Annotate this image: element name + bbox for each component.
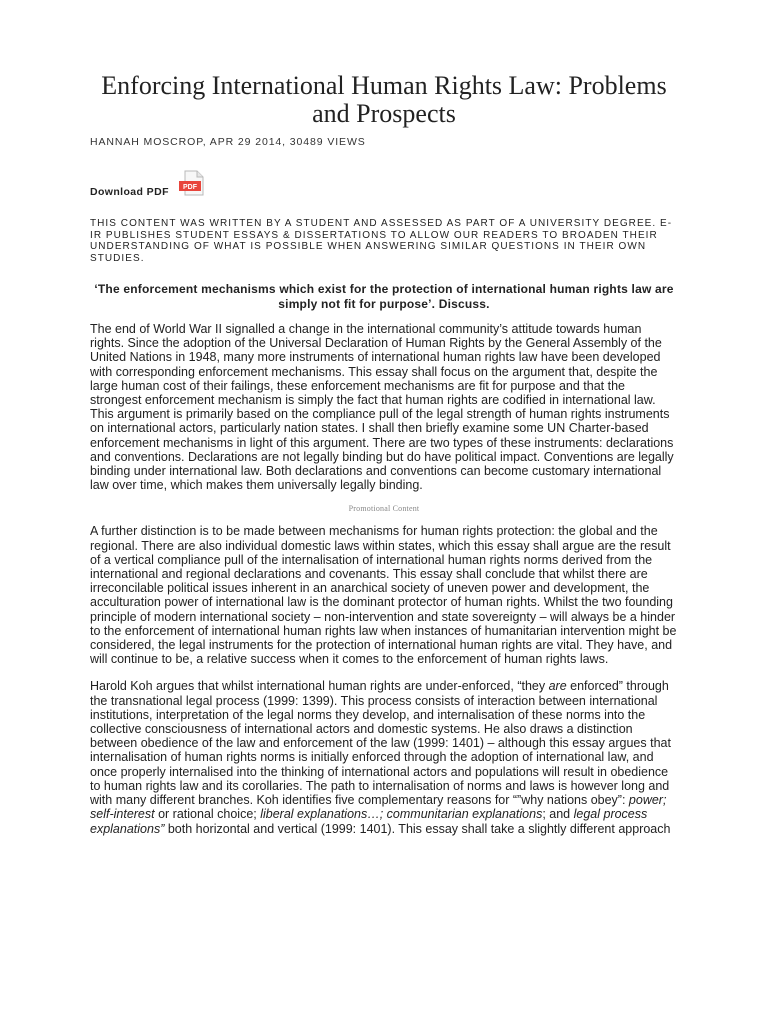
paragraph-3-text: both horizontal and vertical (1999: 1401). This essay shall take a slightly different approach (164, 821, 671, 836)
paragraph-1: The end of World War II signalled a change in the international community’s attitude towards human rights. Since the adoption of the Universal Declaration of Human Rights by the General Assembly of the United Nations in 1948, many more instruments of international human rights law have been developed with corresponding enforcement mechanisms. This essay shall focus on the argument that, despite the large human cost of their failings, these enforcement mechanisms are fit for purpose and that the strongest enforcement mechanism is simply the fact that human rights are codified in international law. This argument is primarily based on the compliance pull of the legal strength of human rights instruments on international actors, particularly nation states. I shall then briefly examine some UN Charter-based enforcement mechanisms in light of this argument. There are two types of these instruments: declarations and conventions. Declarations are not legally binding but do have political impact. Conventions are legally binding under international law. Both declarations and conventions can become customary international law over time, which makes them universally legally binding. (90, 322, 674, 493)
paragraph-3-text: enforced” through the transnational legal process (1999: 1399). This process consists of interaction between international institutions, interpretation of the legal norms they develop, and internalisation of these norms into the collective consciousness of international actors and domestic systems. He also draws a distinction between obedience of the law and enforcement of the law (1999: 1401) – although this essay argues that internalisation of human rights norms is initially enforced through the adoption of international law, and once properly internalised into the thinking of international actors and populations will result in obedience to human rights law and its corollaries. The path to internalisation of norms and laws is however long and with many different branches. Koh identifies five complementary reasons for “”why nations obey”: (90, 679, 671, 808)
paragraph-3-emphasis: are (548, 679, 567, 694)
paragraph-3-emphasis: legal process explanations” (90, 807, 648, 836)
pdf-badge-text: PDF (183, 184, 197, 191)
article (90, 0, 678, 836)
download-pdf-link[interactable] (90, 170, 678, 200)
student-disclaimer: THIS CONTENT WAS WRITTEN BY A STUDENT AND ASSESSED AS PART OF A UNIVERSITY DEGREE. E-IR PUBLISHES STUDENT ESSAYS & DISSERTATIONS TO ALLOW OUR READERS TO BROADEN THEIR UNDERSTANDING OF WHAT IS POSSIBLE WHEN ANSWERING SIMILAR QUESTIONS IN THEIR OWN STUDIES. (90, 218, 673, 264)
essay-question: ‘The enforcement mechanisms which exist for the protection of international human rights law are simply not fit for purpose’. Discuss. (94, 282, 674, 311)
download-pdf-label[interactable]: Download PDF (90, 186, 169, 198)
paragraph-3-emphasis: power; self-interest (90, 793, 667, 822)
paragraph-3-text: ; and (542, 807, 574, 822)
paragraph-3 (90, 679, 678, 835)
paragraph-3-text: Harold Koh argues that whilst international human rights are under-enforced, “they (90, 679, 549, 694)
byline: HANNAH MOSCROP, APR 29 2014, 30489 VIEWS (90, 136, 366, 148)
paragraph-3-emphasis: liberal explanations…; communitarian explanations (260, 807, 543, 822)
pdf-icon[interactable] (178, 170, 210, 196)
page-title: Enforcing International Human Rights Law: Problems and Prospects (101, 71, 667, 128)
paragraph-3-text: or rational choice; (154, 807, 261, 822)
promotional-content-label: Promotional Content (348, 504, 420, 514)
paragraph-2: A further distinction is to be made between mechanisms for human rights protection: the global and the regional. There are also individual domestic laws within states, which this essay shall argue are the result of a vertical compliance pull of the internalisation of international human rights norms derived from the international and regional declarations and covenants. This essay shall conclude that whilst there are irreconcilable political issues inherent in an anarchical society of uneven power and development, the acculturation power of international law is the dominant protector of human rights. Whilst the two founding principle of modern international society – non-intervention and state sovereignty – will always be a hinder to the enforcement of international human rights law when instances of humanitarian intervention might be considered, the legal instruments for the protection of international human rights are vital. They have, and will continue to be, a relative success when it comes to the enforcement of human rights laws. (90, 524, 677, 667)
